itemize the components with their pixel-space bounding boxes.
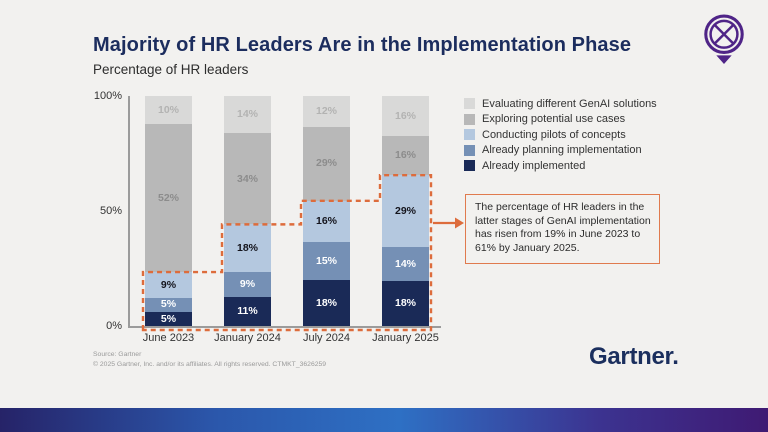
bar-segment-label: 16% bbox=[394, 149, 416, 162]
bottom-gradient-band bbox=[0, 408, 768, 432]
bar-segment-label: 34% bbox=[236, 172, 258, 185]
x-axis-label: January 2025 bbox=[372, 332, 439, 344]
bar-segment-label: 11% bbox=[237, 305, 258, 317]
annotation-callout: The percentage of HR leaders in the latter stages of GenAI implementation has risen from 19% in June 2023 to 61% by January 2025. bbox=[465, 194, 660, 264]
bar-segment-label: 12% bbox=[315, 105, 337, 118]
legend-label: Exploring potential use cases bbox=[482, 113, 626, 125]
legend-item bbox=[464, 127, 657, 142]
circle-x-pin-icon bbox=[701, 14, 747, 66]
legend-item bbox=[464, 112, 657, 127]
legend-label: Already planning implementation bbox=[482, 144, 642, 156]
legend-swatch-icon bbox=[464, 129, 475, 140]
bar-segment bbox=[224, 297, 271, 326]
bar-segment bbox=[303, 127, 350, 201]
bar-segment bbox=[303, 201, 350, 242]
bar-segment bbox=[224, 96, 271, 133]
y-tick-label: 100% bbox=[93, 90, 122, 102]
bar-segment-label: 16% bbox=[315, 214, 337, 227]
stacked-bar bbox=[145, 96, 192, 326]
legend-label: Conducting pilots of concepts bbox=[482, 128, 626, 141]
legend-item bbox=[464, 158, 657, 173]
bar-segment bbox=[382, 96, 429, 136]
bar-segment-label: 10% bbox=[157, 103, 179, 116]
legend-swatch-icon bbox=[464, 145, 475, 156]
annotation-arrow-head bbox=[455, 218, 464, 229]
bar-segment-label: 18% bbox=[236, 242, 258, 255]
page-title: Majority of HR Leaders Are in the Implementation Phase bbox=[93, 34, 632, 56]
stacked-bar bbox=[303, 96, 350, 326]
legend-swatch-icon bbox=[464, 160, 475, 171]
legend-label: Already implemented bbox=[482, 159, 586, 172]
legend-label: Evaluating different GenAI solutions bbox=[482, 97, 657, 110]
bar-segment-label: 5% bbox=[160, 298, 177, 311]
bar-segment bbox=[145, 124, 192, 272]
bar-segment bbox=[382, 136, 429, 176]
legend-item bbox=[464, 143, 657, 158]
bar-segment bbox=[382, 281, 429, 326]
bar-segment bbox=[224, 224, 271, 272]
bar-segment bbox=[145, 96, 192, 124]
x-axis-label: June 2023 bbox=[142, 332, 195, 344]
source-line: Source: Gartner bbox=[93, 351, 142, 358]
gartner-logo: Gartner. bbox=[589, 343, 679, 370]
bar-segment bbox=[303, 280, 350, 326]
page-subtitle: Percentage of HR leaders bbox=[93, 62, 249, 77]
bar-segment-label: 15% bbox=[315, 254, 337, 267]
bar-segment bbox=[303, 96, 350, 127]
stacked-bar bbox=[382, 96, 429, 326]
bar-segment bbox=[145, 298, 192, 312]
bar-segment-label: 29% bbox=[315, 157, 337, 170]
bar-segment-label: 29% bbox=[394, 204, 416, 217]
legend-swatch-icon bbox=[464, 98, 475, 109]
copyright-line: © 2025 Gartner, Inc. and/or its affiliates. All rights reserved. CTMKT_3626259 bbox=[93, 360, 327, 368]
source-note bbox=[93, 350, 326, 370]
chart-legend bbox=[464, 96, 657, 174]
bar-segment bbox=[382, 175, 429, 247]
x-axis-label: January 2024 bbox=[214, 332, 281, 344]
bar-segment-label: 16% bbox=[394, 109, 416, 122]
bar-segment-label: 52% bbox=[157, 191, 179, 204]
bar-segment bbox=[145, 272, 192, 298]
y-tick-label: 0% bbox=[106, 320, 122, 332]
bar-segment-label: 5% bbox=[160, 312, 177, 325]
bar-segment bbox=[303, 242, 350, 280]
x-axis-line bbox=[128, 326, 441, 328]
bar-segment bbox=[224, 272, 271, 296]
legend-item bbox=[464, 96, 657, 111]
y-axis-line bbox=[128, 96, 130, 327]
bar-segment bbox=[382, 247, 429, 282]
bar-segment bbox=[145, 312, 192, 326]
x-axis-label: July 2024 bbox=[302, 332, 351, 344]
bar-segment-label: 14% bbox=[394, 257, 416, 270]
bar-segment-label: 9% bbox=[239, 278, 256, 291]
legend-swatch-icon bbox=[464, 114, 475, 125]
bar-segment-label: 14% bbox=[236, 108, 258, 121]
stacked-bar bbox=[224, 96, 271, 326]
bar-segment-label: 9% bbox=[160, 278, 177, 291]
y-tick-label: 50% bbox=[99, 205, 122, 217]
bar-segment-label: 18% bbox=[394, 297, 416, 310]
bar-segment-label: 18% bbox=[315, 296, 337, 309]
bar-segment bbox=[224, 133, 271, 224]
